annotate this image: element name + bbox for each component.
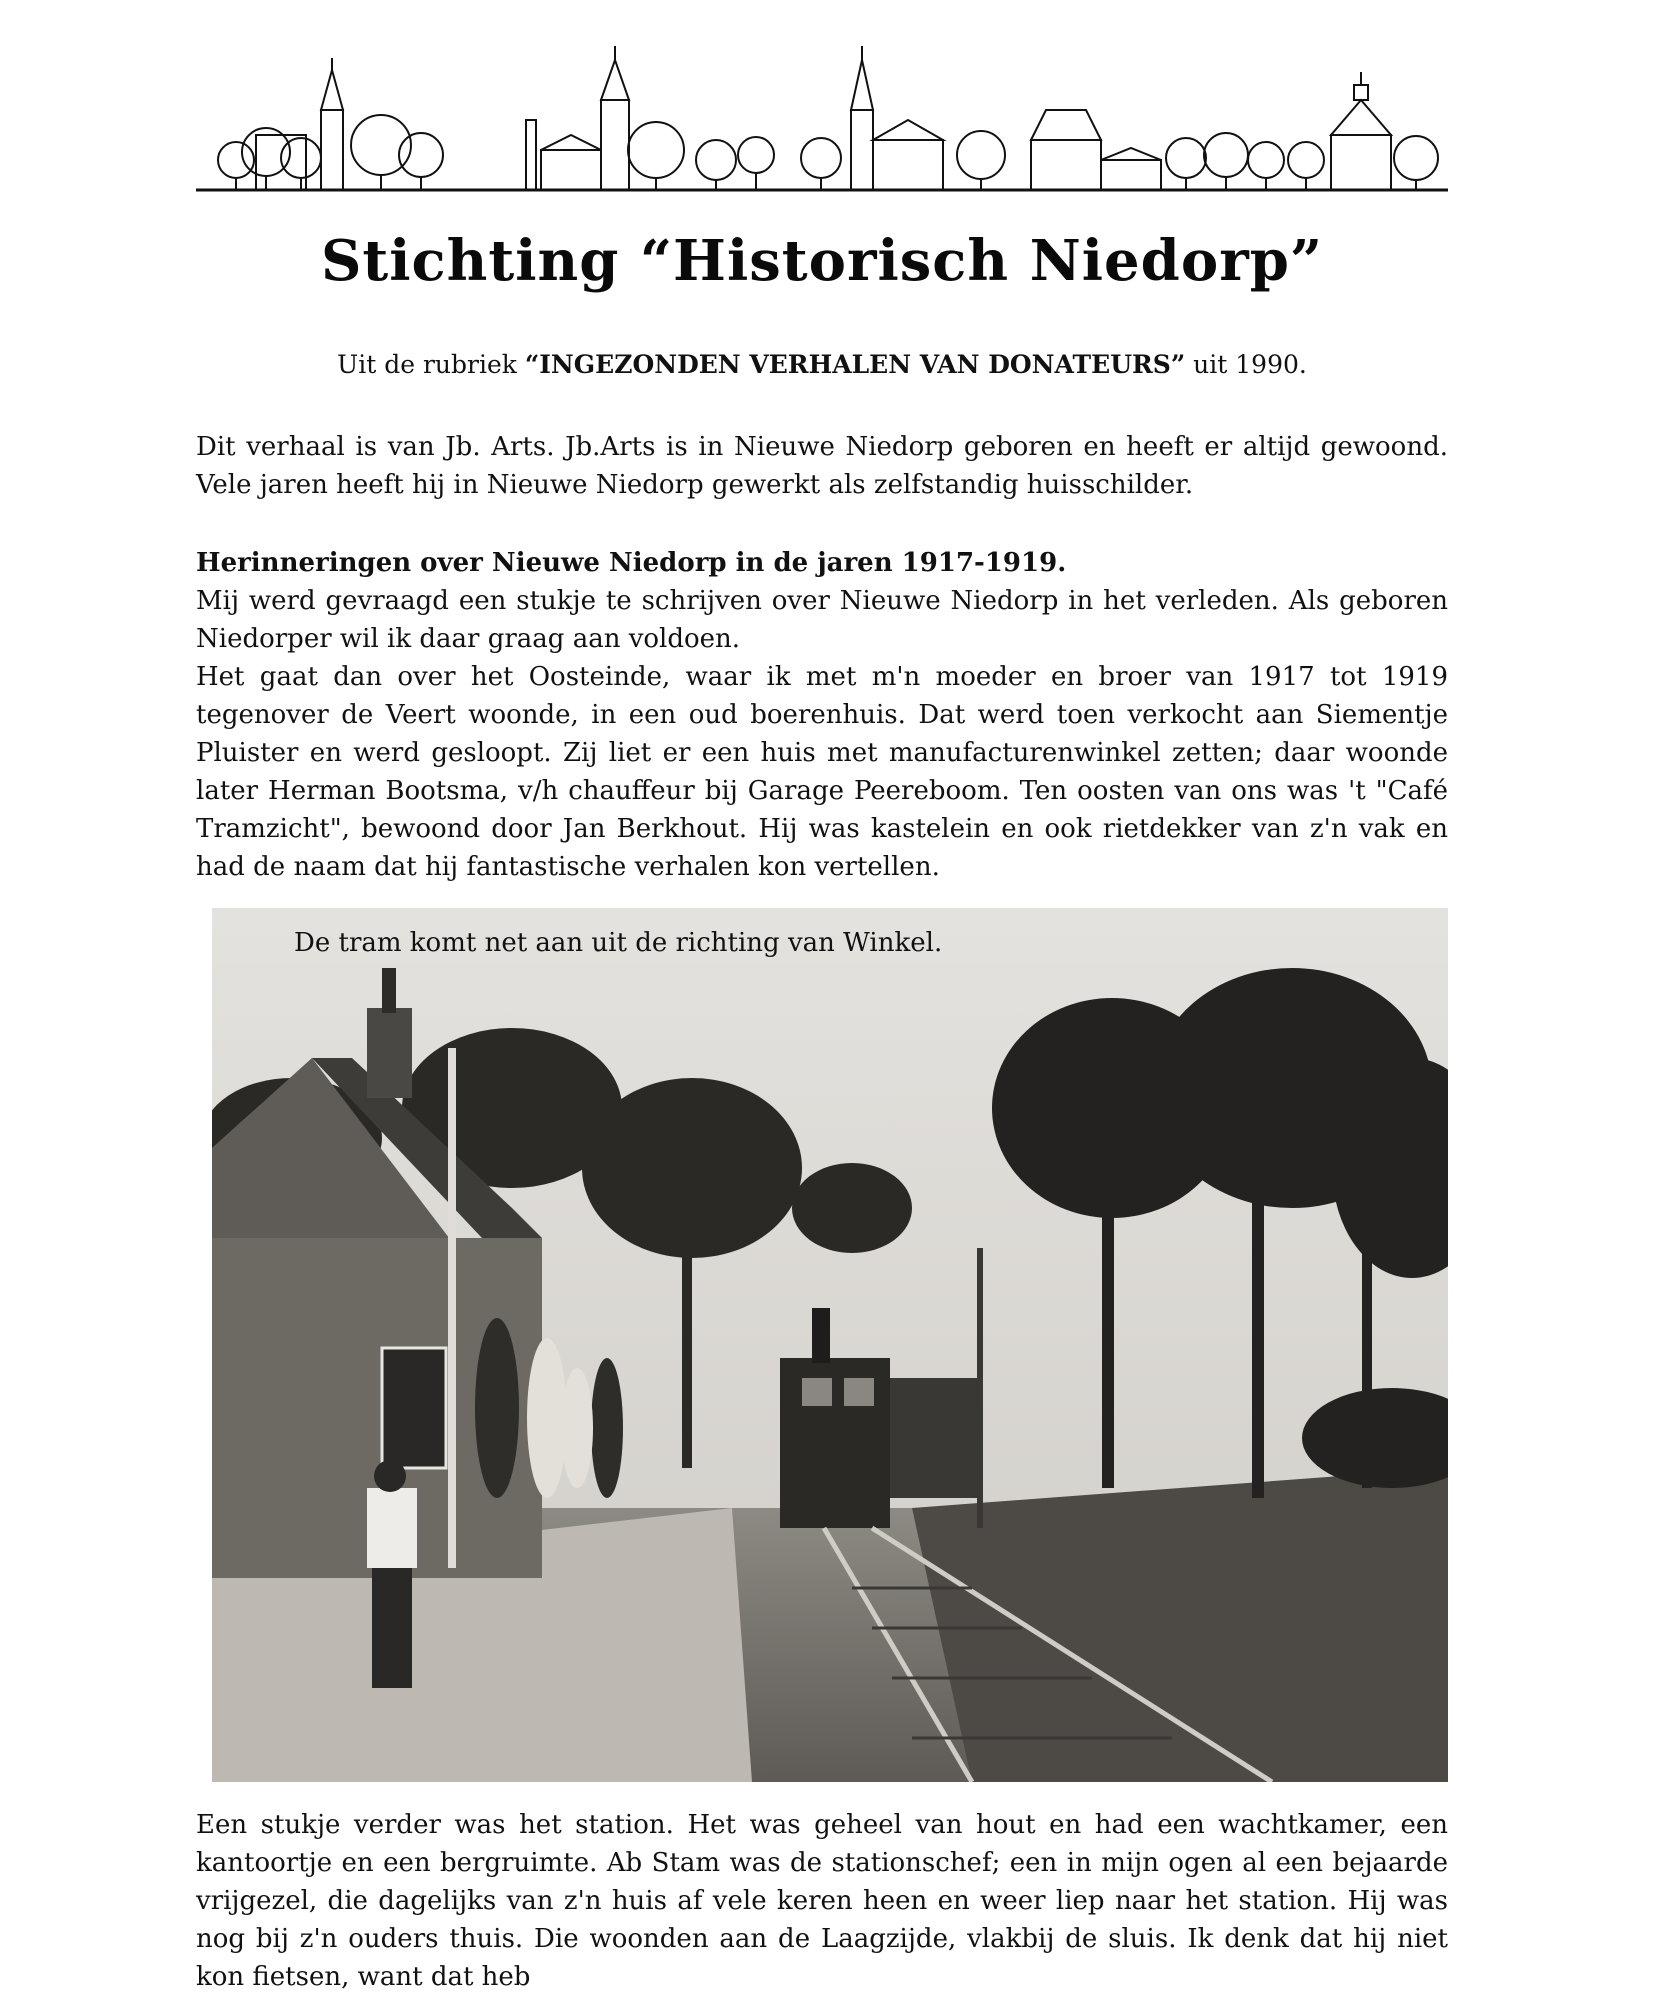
continuation-block (196, 1806, 1448, 1996)
village-skyline-illustration (196, 40, 1448, 200)
article-paragraph-2: Het gaat dan over het Oosteinde, waar ik met m'n moeder en broer van 1917 tot 1919 tegenover de Veert woonde, in een oud boerenhuis. Dat werd toen verkocht aan Siementje Pluister en werd gesloopt. Zij liet er een huis met manufacturenwinkel zetten; daar woonde later Herman Bootsma, v/h chauffeur bij Garage Peereboom. Ten oosten van ons was 't "Café Tramzicht", bewoond door Jan Berkhout. Hij was kastelein en ook rietdekker van z'n vak en had de naam dat hij fantastische verhalen kon vertellen. (196, 662, 1448, 882)
page-title: Stichting “Historisch Niedorp” (320, 228, 1324, 294)
rubric-line (196, 350, 1448, 379)
intro-paragraph: Dit verhaal is van Jb. Arts. Jb.Arts is in Nieuwe Niedorp geboren en heeft er altijd gewoond. Vele jaren heeft hij in Nieuwe Niedorp gewerkt als zelfstandig huisschilder. (196, 432, 1448, 500)
rubric-prefix: Uit de rubriek (337, 350, 525, 379)
rubric-suffix: uit 1990. (1185, 350, 1307, 379)
article-paragraph-1: Mij werd gevraagd een stukje te schrijven over Nieuwe Niedorp in het verleden. Als geboren Niedorper wil ik daar graag aan voldoen. (196, 586, 1448, 654)
photo-caption: De tram komt net aan uit de richting van Winkel. (294, 928, 943, 958)
intro-block (196, 428, 1448, 504)
tram-station-photo (212, 908, 1448, 1782)
rubric-name: “INGEZONDEN VERHALEN VAN DONATEURS” (524, 350, 1186, 379)
article-block (196, 544, 1448, 886)
article-heading: Herinneringen over Nieuwe Niedorp in de jaren 1917-1919. (196, 548, 1067, 578)
article-paragraph-3: Een stukje verder was het station. Het was geheel van hout en had een wachtkamer, een kantoortje en een bergruimte. Ab Stam was de stationschef; een in mijn ogen al een bejaarde vrijgezel, die dagelijks van z'n huis af vele keren heen en weer liep naar het station. Hij was nog bij z'n ouders thuis. Die woonden aan de Laagzijde, vlakbij de sluis. Ik denk dat hij niet kon fietsen, want dat heb (196, 1810, 1448, 1992)
photo-scene (212, 908, 1448, 1782)
